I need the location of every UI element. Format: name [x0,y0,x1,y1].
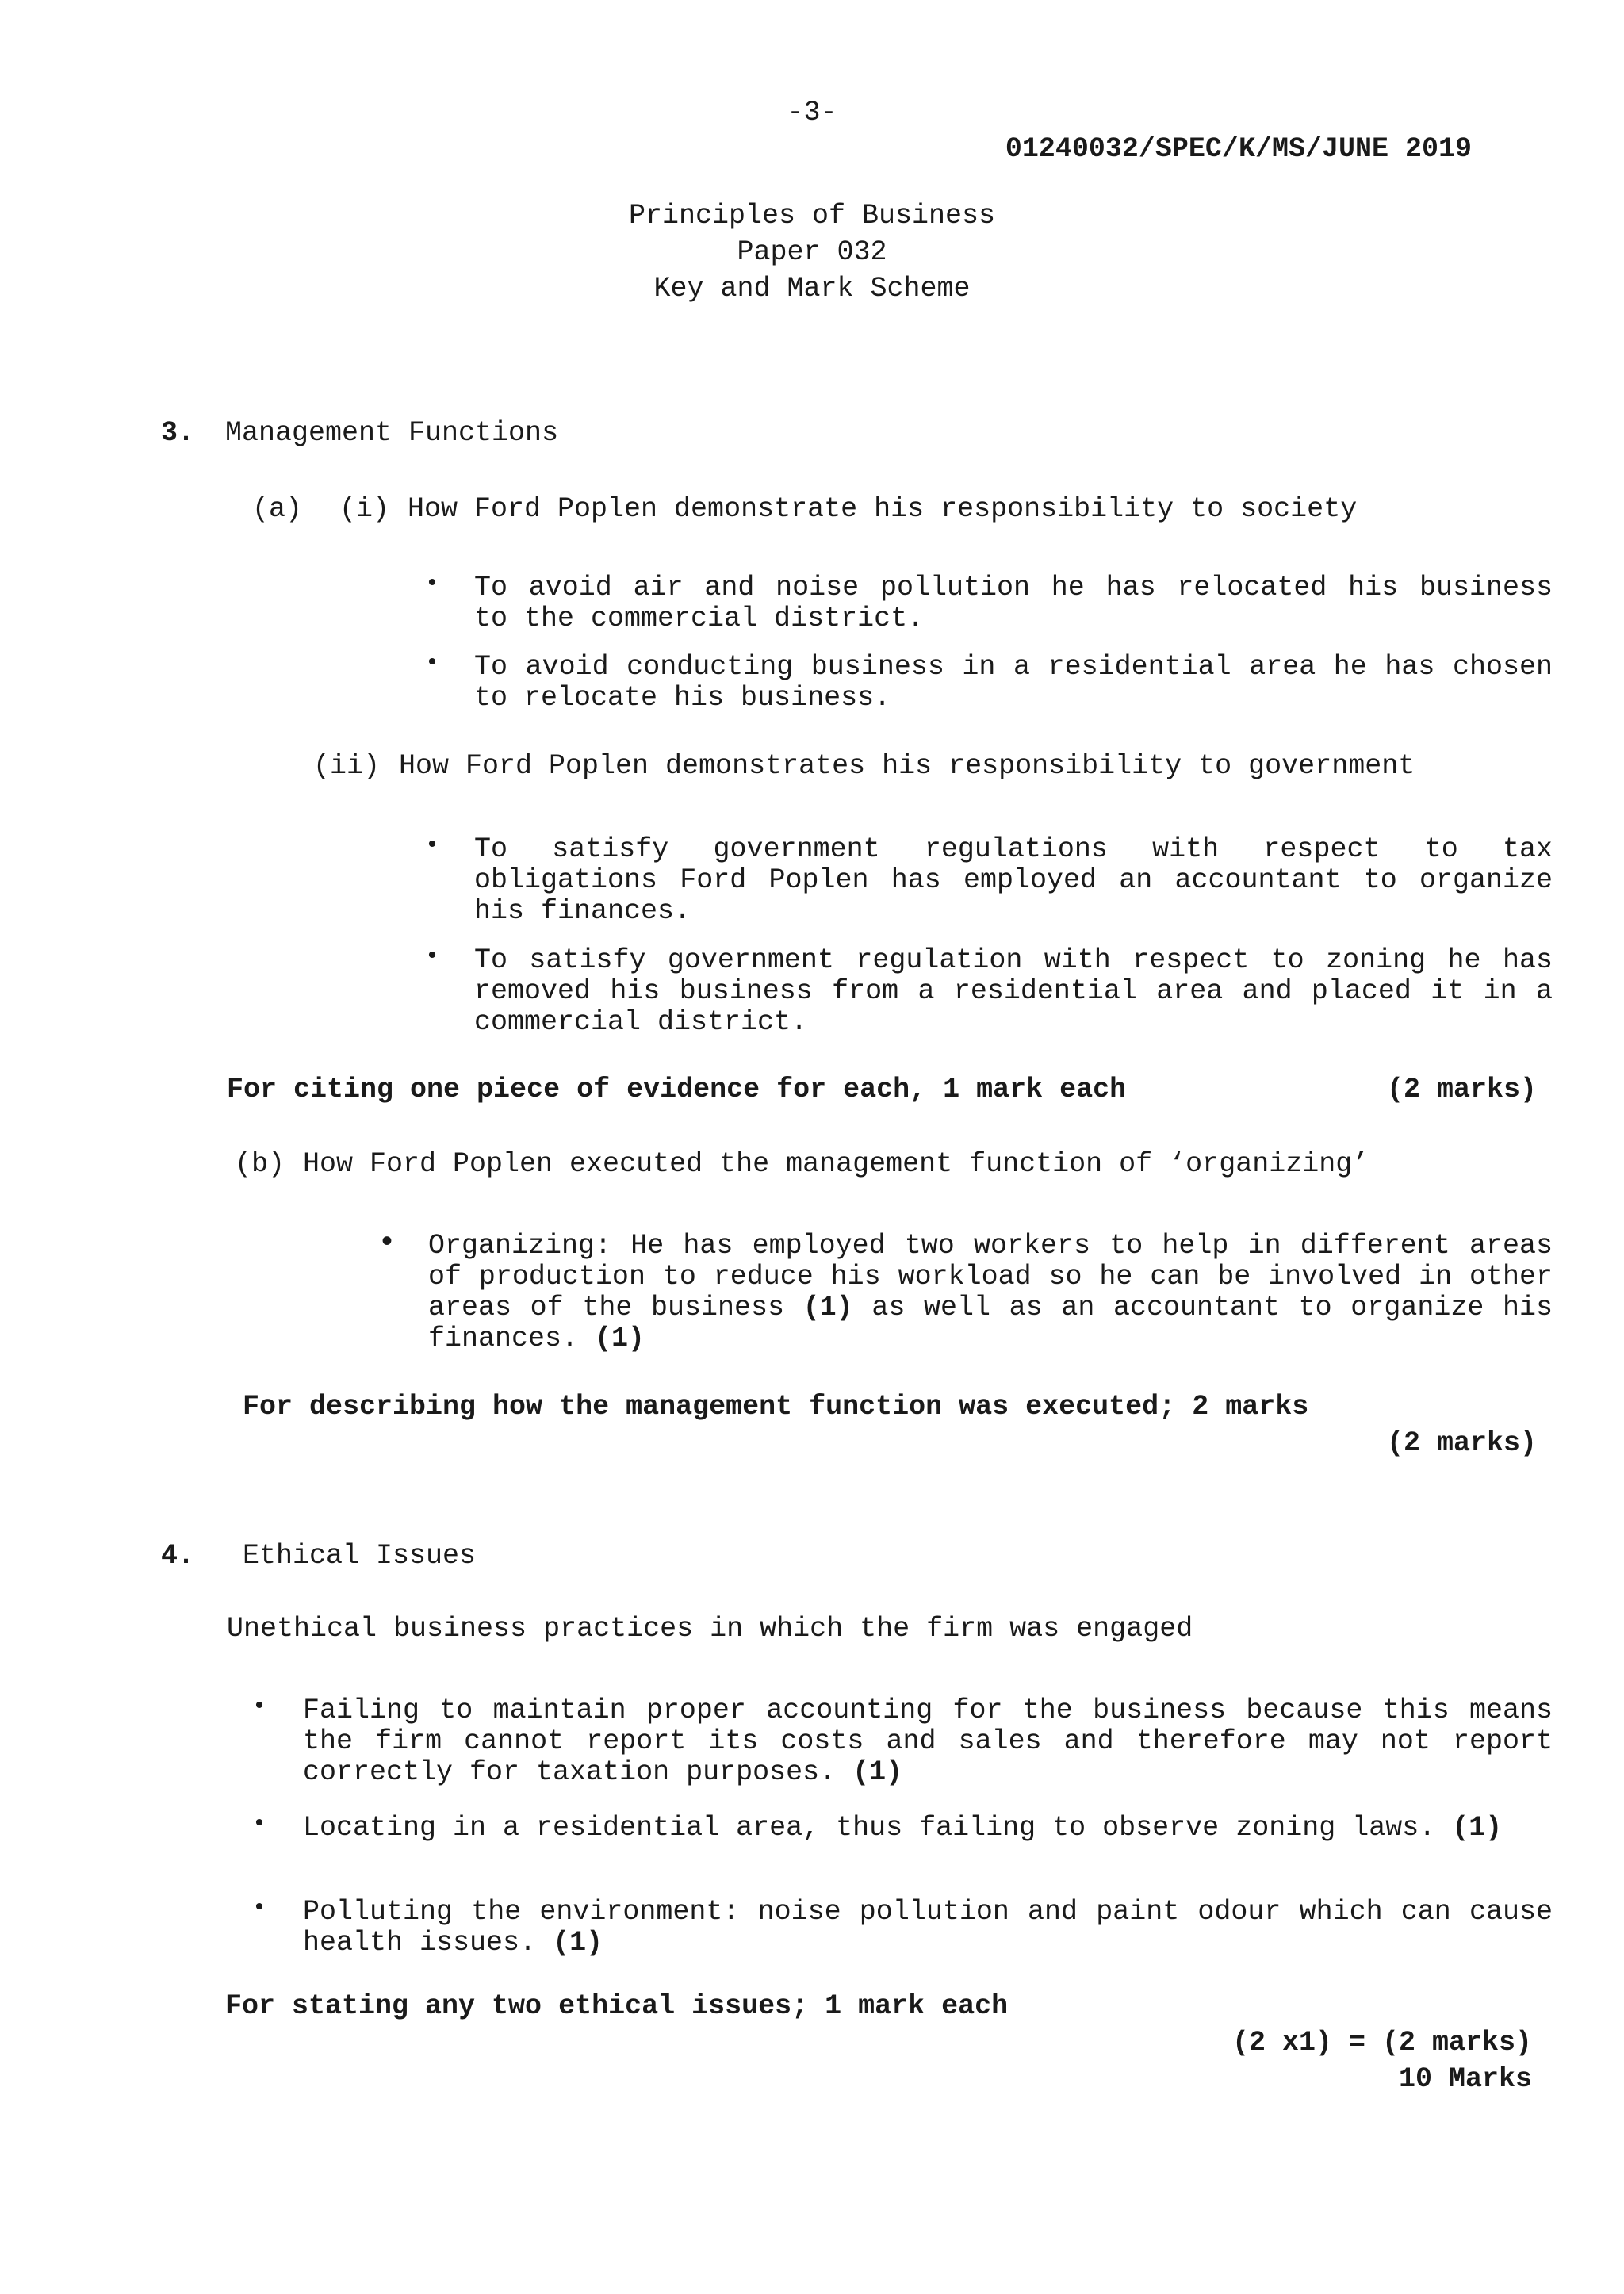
title-line-2: Paper 032 [737,236,887,268]
bullet-icon: • [425,944,440,971]
q4-number: 4. [161,1540,195,1572]
q3a-i-text: How Ford Poplen demonstrate his responsibility to society [408,493,1358,525]
q3a-i-bullet-2: To avoid conducting business in a residential area he has chosen to relocate his business. [474,651,1553,714]
q3a-i-bullet-1: To avoid air and noise pollution he has relocated his business to the commercial district. [474,572,1553,634]
document-code: 01240032/SPEC/K/MS/JUNE 2019 [1005,133,1472,165]
q3a-ii-bullet-1: To satisfy government regulations with respect to tax obligations Ford Poplen has employed an accountant to organize his finances. [474,833,1553,927]
title-line-1: Principles of Business [628,200,996,232]
q4-bullet-1: Failing to maintain proper accounting for the business because this means the firm cannot report its costs and sales and therefore may not report correctly for taxation purposes. (1) [303,1695,1553,1788]
q3b-text: How Ford Poplen executed the management function of ‘organizing’ [303,1148,1369,1180]
q3a-ii-bullet-2: To satisfy government regulation with respect to zoning he has removed his business from a residential area and placed it in a commercial district. [474,944,1553,1038]
total-marks: 10 Marks [1398,2063,1532,2095]
page-number: -3- [787,97,837,128]
q4-bullet-3: Polluting the environment: noise pollution and paint odour which can cause health issues. (1) [303,1896,1553,1959]
q4-marks-criteria: For stating any two ethical issues; 1 mark each [225,1990,1009,2022]
q3b-bullet: Organizing: He has employed two workers to help in different areas of production to reduce his workload so he can be involved in other areas of the business (1) as well as an accountant to organize his finances. (1) [428,1230,1553,1354]
q3-title: Management Functions [225,417,559,449]
title-line-3: Key and Mark Scheme [653,273,971,304]
q4-marks-calc: (2 x1) = (2 marks) [1231,2027,1532,2058]
q4-bullet-2: Locating in a residential area, thus failing to observe zoning laws. (1) [303,1812,1503,1844]
q3a-label: (a) [252,493,303,525]
q3b-label: (b) [235,1148,285,1180]
q3a-i-label: (i) [339,493,390,525]
bullet-icon: • [377,1226,397,1262]
q3a-marks-criteria: For citing one piece of evidence for each, 1 mark each [227,1074,1127,1105]
q3-number: 3. [161,417,195,449]
bullet-icon: • [425,650,440,677]
q3a-marks: (2 marks) [1386,1074,1537,1105]
q3b-marks: (2 marks) [1386,1427,1537,1459]
bullet-icon: • [252,1811,267,1838]
bullet-icon: • [425,571,440,598]
q4-intro: Unethical business practices in which the firm was engaged [227,1613,1193,1645]
bullet-icon: • [252,1694,267,1721]
bullet-icon: • [252,1895,267,1922]
q4-title: Ethical Issues [243,1540,477,1572]
q3a-ii-label: (ii) [313,750,381,782]
q3b-marks-criteria: For describing how the management function was executed; 2 marks [243,1391,1309,1423]
bullet-icon: • [425,833,440,860]
q3a-ii-text: How Ford Poplen demonstrates his responsibility to government [399,750,1415,782]
